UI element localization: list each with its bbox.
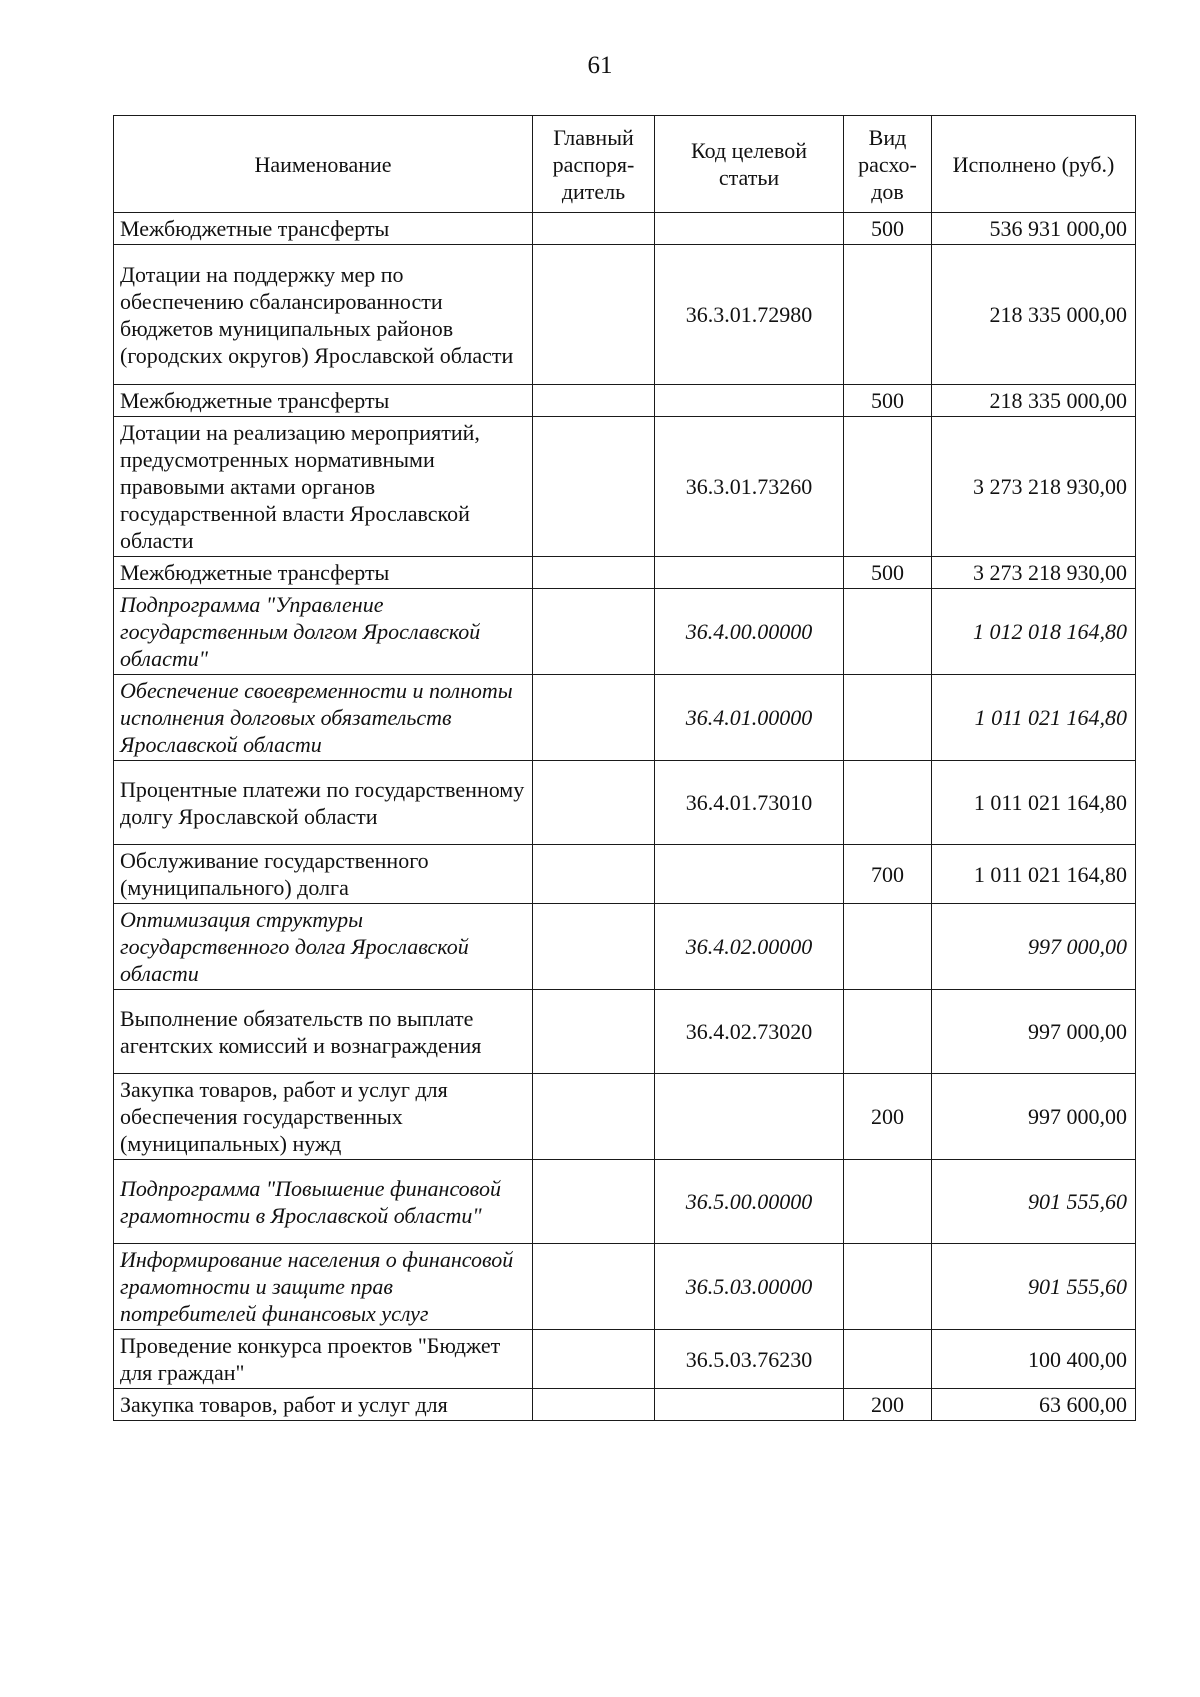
- row-executed-sum: 901 555,60: [932, 1244, 1136, 1330]
- row-target-code: [655, 385, 844, 417]
- row-executed-sum: 1 011 021 164,80: [932, 675, 1136, 761]
- table-row: [114, 245, 1136, 385]
- row-target-code: 36.4.00.00000: [655, 589, 844, 675]
- table-row: [114, 385, 1136, 417]
- table-row: [114, 213, 1136, 245]
- row-main-manager: [533, 245, 655, 385]
- row-main-manager: [533, 385, 655, 417]
- row-name: Закупка товаров, работ и услуг для обеспечения государственных (муниципальных) нужд: [114, 1074, 533, 1160]
- table-row: [114, 990, 1136, 1074]
- row-name: Процентные платежи по государственному долгу Ярославской области: [114, 761, 533, 845]
- row-main-manager: [533, 990, 655, 1074]
- row-name: Информирование населения о финансовой грамотности и защите прав потребителей финансовых услуг: [114, 1244, 533, 1330]
- row-name: Межбюджетные трансферты: [114, 557, 533, 589]
- row-name: Проведение конкурса проектов "Бюджет для граждан": [114, 1330, 533, 1389]
- row-executed-sum: 1 012 018 164,80: [932, 589, 1136, 675]
- table-row: [114, 589, 1136, 675]
- header-target-code: Код целевой статьи: [655, 116, 844, 213]
- table-body: [114, 213, 1136, 1421]
- row-main-manager: [533, 1389, 655, 1421]
- row-name: Межбюджетные трансферты: [114, 213, 533, 245]
- row-target-code: [655, 1074, 844, 1160]
- header-row: [114, 116, 1136, 213]
- row-name: Выполнение обязательств по выплате агентских комиссий и вознаграждения: [114, 990, 533, 1074]
- row-executed-sum: 1 011 021 164,80: [932, 761, 1136, 845]
- row-main-manager: [533, 904, 655, 990]
- row-main-manager: [533, 589, 655, 675]
- row-name: Оптимизация структуры государственного долга Ярославской области: [114, 904, 533, 990]
- header-executed-sum: Исполнено (руб.): [932, 116, 1136, 213]
- table-row: [114, 1330, 1136, 1389]
- row-expense-kind: 200: [844, 1074, 932, 1160]
- row-main-manager: [533, 1160, 655, 1244]
- header-name: Наименование: [114, 116, 533, 213]
- row-target-code: 36.5.03.76230: [655, 1330, 844, 1389]
- row-executed-sum: 1 011 021 164,80: [932, 845, 1136, 904]
- row-main-manager: [533, 761, 655, 845]
- row-main-manager: [533, 845, 655, 904]
- row-name: Подпрограмма "Управление государственным долгом Ярославской области": [114, 589, 533, 675]
- row-executed-sum: 536 931 000,00: [932, 213, 1136, 245]
- table-row: [114, 557, 1136, 589]
- row-main-manager: [533, 1074, 655, 1160]
- row-name: Подпрограмма "Повышение финансовой грамотности в Ярославской области": [114, 1160, 533, 1244]
- row-executed-sum: 3 273 218 930,00: [932, 417, 1136, 557]
- row-target-code: 36.4.02.00000: [655, 904, 844, 990]
- table-row: [114, 904, 1136, 990]
- header-main-manager: Главный распоря-дитель: [533, 116, 655, 213]
- row-expense-kind: 500: [844, 213, 932, 245]
- row-expense-kind: 700: [844, 845, 932, 904]
- row-expense-kind: [844, 589, 932, 675]
- row-expense-kind: 500: [844, 385, 932, 417]
- row-expense-kind: [844, 1244, 932, 1330]
- row-main-manager: [533, 417, 655, 557]
- row-expense-kind: [844, 245, 932, 385]
- row-expense-kind: [844, 904, 932, 990]
- row-main-manager: [533, 213, 655, 245]
- row-expense-kind: 200: [844, 1389, 932, 1421]
- row-expense-kind: [844, 417, 932, 557]
- row-target-code: 36.5.03.00000: [655, 1244, 844, 1330]
- table-row: [114, 675, 1136, 761]
- row-expense-kind: 500: [844, 557, 932, 589]
- table-row: [114, 1244, 1136, 1330]
- table-row: [114, 1074, 1136, 1160]
- table-row: [114, 1389, 1136, 1421]
- row-executed-sum: 997 000,00: [932, 1074, 1136, 1160]
- row-expense-kind: [844, 761, 932, 845]
- table-row: [114, 1160, 1136, 1244]
- table-row: [114, 845, 1136, 904]
- row-expense-kind: [844, 675, 932, 761]
- row-name: Закупка товаров, работ и услуг для: [114, 1389, 533, 1421]
- row-name: Межбюджетные трансферты: [114, 385, 533, 417]
- row-expense-kind: [844, 1330, 932, 1389]
- header-expense-kind: Вид расхо-дов: [844, 116, 932, 213]
- row-main-manager: [533, 1244, 655, 1330]
- expenditure-table: [113, 115, 1136, 1421]
- row-target-code: 36.4.01.00000: [655, 675, 844, 761]
- row-target-code: 36.4.02.73020: [655, 990, 844, 1074]
- row-target-code: 36.5.00.00000: [655, 1160, 844, 1244]
- row-main-manager: [533, 675, 655, 761]
- table-row: [114, 761, 1136, 845]
- row-executed-sum: 63 600,00: [932, 1389, 1136, 1421]
- row-target-code: [655, 557, 844, 589]
- row-executed-sum: 997 000,00: [932, 990, 1136, 1074]
- row-expense-kind: [844, 990, 932, 1074]
- row-name: Обслуживание государственного (муниципального) долга: [114, 845, 533, 904]
- row-executed-sum: 3 273 218 930,00: [932, 557, 1136, 589]
- row-main-manager: [533, 557, 655, 589]
- row-name: Дотации на реализацию мероприятий, предусмотренных нормативными правовыми актами органов государственной власти Ярославской области: [114, 417, 533, 557]
- row-target-code: [655, 845, 844, 904]
- row-target-code: [655, 1389, 844, 1421]
- row-executed-sum: 997 000,00: [932, 904, 1136, 990]
- row-expense-kind: [844, 1160, 932, 1244]
- row-main-manager: [533, 1330, 655, 1389]
- row-name: Обеспечение своевременности и полноты исполнения долговых обязательств Ярославской области: [114, 675, 533, 761]
- row-executed-sum: 901 555,60: [932, 1160, 1136, 1244]
- table-row: [114, 417, 1136, 557]
- row-name: Дотации на поддержку мер по обеспечению сбалансированности бюджетов муниципальных районов (городских округов) Ярославской области: [114, 245, 533, 385]
- page-number: 61: [587, 52, 613, 79]
- row-target-code: [655, 213, 844, 245]
- row-target-code: 36.3.01.72980: [655, 245, 844, 385]
- row-target-code: 36.4.01.73010: [655, 761, 844, 845]
- row-executed-sum: 218 335 000,00: [932, 245, 1136, 385]
- row-executed-sum: 218 335 000,00: [932, 385, 1136, 417]
- row-target-code: 36.3.01.73260: [655, 417, 844, 557]
- row-executed-sum: 100 400,00: [932, 1330, 1136, 1389]
